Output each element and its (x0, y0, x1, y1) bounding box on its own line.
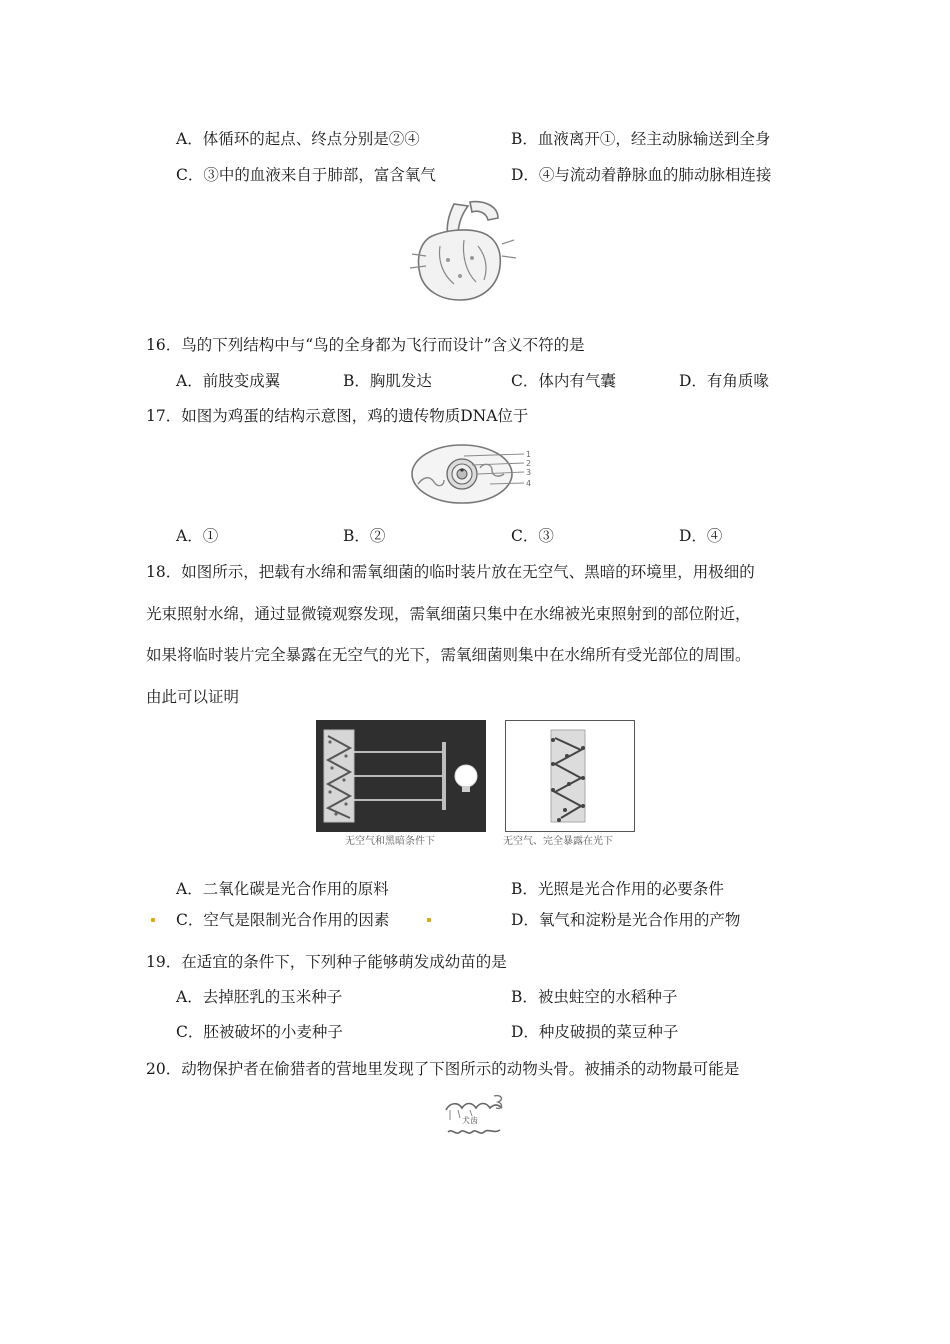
q18-option-c: C．空气是限制光合作用的因素 (176, 911, 390, 929)
q17-option-c: C．③ (511, 527, 554, 545)
q18-stem-line3: 如果将临时装片完全暴露在无空气的光下，需氧细菌则集中在水绵所有受光部位的周围。 (146, 646, 751, 664)
q15-option-a: A．体循环的起点、终点分别是②④ (176, 130, 420, 148)
q16-option-b: B．胸肌发达 (343, 372, 432, 390)
egg-label-1: 1 (526, 450, 532, 459)
q17-stem: 17．如图为鸡蛋的结构示意图，鸡的遗传物质DNA位于 (146, 407, 529, 425)
skull-label: 犬齿 (462, 1116, 478, 1125)
q20-stem: 20．动物保护者在偷猎者的营地里发现了下图所示的动物头骨。被捕杀的动物最可能是 (146, 1060, 740, 1078)
egg-label-3: 3 (526, 468, 532, 477)
q15-option-c: C．③中的血液来自于肺部，富含氧气 (176, 166, 436, 184)
heart-diagram (402, 196, 522, 306)
q18-stem-line1: 18．如图所示，把载有水绵和需氧细菌的临时装片放在无空气、黑暗的环境里，用极细的 (146, 563, 755, 581)
q19-option-b: B．被虫蛀空的水稻种子 (511, 988, 678, 1006)
caption-light-condition: 无空气、完全暴露在光下 (503, 836, 613, 847)
caption-dark-condition: 无空气和黑暗条件下 (345, 836, 435, 847)
q15-option-b: B．血液离开①，经主动脉输送到全身 (511, 130, 771, 148)
q18-option-a: A．二氧化碳是光合作用的原料 (176, 880, 389, 898)
q18-stem-line4: 由此可以证明 (146, 688, 240, 706)
q16-option-c: C．体内有气囊 (511, 372, 616, 390)
q16-option-a: A．前肢变成翼 (176, 372, 281, 390)
q16-stem: 16．鸟的下列结构中与“鸟的全身都为飞行而设计”含义不符的是 (146, 336, 585, 354)
q19-stem: 19．在适宜的条件下，下列种子能够萌发成幼苗的是 (146, 953, 507, 971)
q19-option-c: C．胚被破坏的小麦种子 (176, 1023, 343, 1041)
q19-option-a: A．去掉胚乳的玉米种子 (176, 988, 343, 1006)
q18-option-b: B．光照是光合作用的必要条件 (511, 880, 724, 898)
q17-option-a: A．① (176, 527, 219, 545)
egg-diagram (404, 440, 544, 506)
dark-condition-figure (316, 720, 486, 832)
q18-stem-line2: 光束照射水绵，通过显微镜观察发现，需氧细菌只集中在水绵被光束照射到的部位附近， (146, 605, 751, 623)
q18-option-d: D．氧气和淀粉是光合作用的产物 (511, 911, 741, 929)
egg-label-4: 4 (526, 479, 532, 488)
q17-option-b: B．② (343, 527, 386, 545)
q19-option-d: D．种皮破损的菜豆种子 (511, 1023, 679, 1041)
egg-label-2: 2 (526, 459, 532, 468)
q15-option-d: D．④与流动着静脉血的肺动脉相连接 (511, 166, 772, 184)
animal-skull-figure (440, 1090, 512, 1160)
light-condition-figure (505, 720, 635, 832)
mark-dot-left (151, 918, 155, 922)
q17-option-d: D．④ (679, 527, 723, 545)
mark-dot-right (427, 918, 431, 922)
q16-option-d: D．有角质喙 (679, 372, 769, 390)
